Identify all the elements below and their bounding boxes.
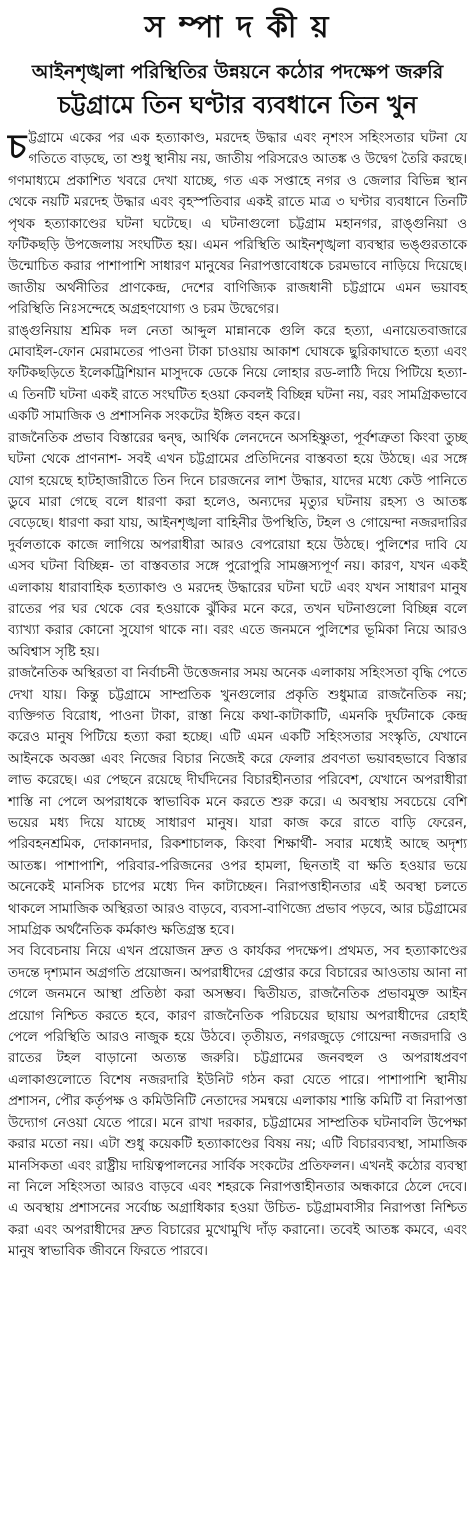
article-headline: চট্টগ্রামে তিন ঘণ্টার ব্যবধানে তিন খুন <box>57 91 418 119</box>
paragraph-1-text: ট্টগ্রামে একের পর এক হত্যাকাণ্ড, মরদেহ উদ্ধার এবং নৃশংস সহিংসতার ঘটনা যে গতিতে বাড়ছে, তা শুধু স্থানীয় নয়, জাতীয় পরিসরেও আতঙ্ক ও উদ্বেগ তৈরি করছে। গণমাধ্যমে প্রকাশিত খবরে দেখা যাচ্ছে, গত এক সপ্তাহে নগর ও জেলার বিভিন্ন স্থান থেকে নয়টি মরদেহ উদ্ধার এবং বৃহস্পতিবার একই রাতে মাত্র ৩ ঘণ্টার ব্যবধানে তিনটি পৃথক হত্যাকাণ্ডের ঘটনা ঘটেছে। এ ঘটনাগুলো চট্টগ্রাম মহানগর, রাঙ্গুনিয়া ও ফটিকছড়ি উপজেলায় সংঘটিত হয়। এমন পরিস্থিতি আইনশৃঙ্খলা ব্যবস্থার ভঙ্গুরতাকে উন্মোচিত করার পাশাপাশি সাধারণ মানুষের নিরাপত্তাবোধকে চরমভাবে নাড়িয়ে দিয়েছে। জাতীয় অর্থনীতির প্রাণকেন্দ্র, দেশের বাণিজ্যিক রাজধানী চট্টগ্রামে এমন ভয়াবহ পরিস্থিতি নিঃসন্দেহে অগ্রহণযোগ্য ও চরম উদ্বেগের। <box>8 131 467 318</box>
paragraph-2: রাঙ্গুনিয়ায় শ্রমিক দল নেতা আব্দুল মান্নানকে গুলি করে হত্যা, এনায়েতবাজারে মোবাইল-ফোন মেরামতের পাওনা টাকা চাওয়ায় আকাশ ঘোষকে ছুরিকাঘাতে হত্যা এবং ফটিকছড়িতে ইলেকট্রিশিয়ান মাসুদকে ডেকে নিয়ে লোহার রড-লাঠি দিয়ে পিটিয়ে হত্যা- এ তিনটি ঘটনা একই রাতে সংঘটিত হওয়া কেবলই বিচ্ছিন্ন ঘটনা নয়, বরং সামগ্রিকভাবে একটি সামাজিক ও প্রশাসনিক সংকটের ইঙ্গিত বহন করে। <box>8 323 467 425</box>
paragraph-1 <box>8 128 467 321</box>
drop-cap: চ <box>8 127 27 167</box>
article-body <box>8 128 467 1263</box>
paragraph-3: রাজনৈতিক প্রভাব বিস্তারের দ্বন্দ্ব, আর্থিক লেনদেনে অসহিষ্ণুতা, পূর্বশত্রুতা কিংবা তুচ্ছ ঘটনা থেকে প্রাণনাশ- সবই এখন চট্টগ্রামের প্রতিদিনের বাস্তবতা হয়ে উঠছে। এর সঙ্গে যোগ হয়েছে হাটহাজারীতে তিন দিনে চারজনের লাশ উদ্ধার, যাদের মধ্যে কেউ পানিতে ডুবে মারা গেছে বলে ধারণা করা হলেও, অন্যদের মৃত্যুর ঘটনায় রহস্য ও আতঙ্ক বেড়েছে। ধারণা করা যায়, আইনশৃঙ্খলা বাহিনীর উপস্থিতি, টহল ও গোয়েন্দা নজরদারির দুর্বলতাকে কাজে লাগিয়ে অপরাধীরা আরও বেপরোয়া হয়ে উঠছে। পুলিশের দাবি যে এসব ঘটনা বিচ্ছিন্ন- তা বাস্তবতার সঙ্গে পুরোপুরি সামঞ্জস্যপূর্ণ নয়। কারণ, যখন একই এলাকায় ধারাবাহিক হত্যাকাণ্ড ও মরদেহ উদ্ধারের ঘটনা ঘটে এবং যখন সাধারণ মানুষ রাতের পর ঘর থেকে বের হওয়াকে ঝুঁকির মনে করে, তখন ঘটনাগুলো বিচ্ছিন্ন বলে ব্যাখ্যা করার কোনো সুযোগ থাকে না। বরং এতে জনমনে পুলিশের ভূমিকা নিয়ে আরও অবিশ্বাস সৃষ্টি হয়। <box>8 430 467 660</box>
paragraph-5: সব বিবেচনায় নিয়ে এখন প্রয়োজন দ্রুত ও কার্যকর পদক্ষেপ। প্রথমত, সব হত্যাকাণ্ডের তদন্তে দৃশ্যমান অগ্রগতি প্রয়োজন। অপরাধীদের গ্রেপ্তার করে বিচারের আওতায় আনা না গেলে জনমনে আস্থা প্রতিষ্ঠা করা অসম্ভব। দ্বিতীয়ত, রাজনৈতিক প্রভাবমুক্ত আইন প্রয়োগ নিশ্চিত করতে হবে, কারণ রাজনৈতিক পরিচয়ের ছায়ায় অপরাধীদের রেহাই পেলে পরিস্থিতি আরও নাজুক হয়ে উঠবে। তৃতীয়ত, নগরজুড়ে গোয়েন্দা নজরদারি ও রাতের টহল বাড়ানো অত্যন্ত জরুরি। চট্টগ্রামের জনবহুল ও অপরাধপ্রবণ এলাকাগুলোতে বিশেষ নজরদারি ইউনিট গঠন করা যেতে পারে। পাশাপাশি স্থানীয় প্রশাসন, পৌর কর্তৃপক্ষ ও কমিউনিটি নেতাদের সমন্বয়ে এলাকায় শান্তি কমিটি বা নিরাপত্তা উদ্যোগ নেওয়া যেতে পারে। মনে রাখা দরকার, চট্টগ্রামের সাম্প্রতিক ঘটনাবলি উপেক্ষা করার মতো নয়। এটা শুধু কয়েকটি হত্যাকাণ্ডের বিষয় নয়; এটি বিচারব্যবস্থা, সামাজিক মানসিকতা এবং রাষ্ট্রীয় দায়িত্বপালনের সার্বিক সংকটের প্রতিফলন। এখনই কঠোর ব্যবস্থা না নিলে সহিংসতা আরও বাড়বে এবং শহরকে নিরাপত্তাহীনতার অন্ধকারে ঠেলে দেবে। এ অবস্থায় প্রশাসনের সর্বোচ্চ অগ্রাধিকার হওয়া উচিত- চট্টগ্রামবাসীর নিরাপত্তা নিশ্চিত করা এবং অপরাধীদের দ্রুত বিচারের মুখোমুখি দাঁড় করানো। তবেই আতঙ্ক কমবে, এবং মানুষ স্বাভাবিক জীবনে ফিরতে পারবে। <box>8 944 467 1260</box>
paragraph-4: রাজনৈতিক অস্থিরতা বা নির্বাচনী উত্তেজনার সময় অনেক এলাকায় সহিংসতা বৃদ্ধি পেতে দেখা যায়। কিন্তু চট্টগ্রামে সাম্প্রতিক খুনগুলোর প্রকৃতি শুধুমাত্র রাজনৈতিক নয়; ব্যক্তিগত বিরোধ, পাওনা টাকা, রাস্তা নিয়ে কথা-কাটাকাটি, এমনকি দুর্ঘটনাকে কেন্দ্র করেও মানুষ পিটিয়ে হত্যা করা হচ্ছে। এটি এমন একটি সহিংসতার সংস্কৃতি, যেখানে আইনকে অবজ্ঞা এবং নিজের বিচার নিজেই করে ফেলার প্রবণতা ভয়াবহভাবে বিস্তার লাভ করেছে। এর পেছনে রয়েছে দীর্ঘদিনের বিচারহীনতার পরিবেশ, যেখানে অপরাধীরা শাস্তি না পেলে অপরাধকে স্বাভাবিক মনে করতে শুরু করে। এ অবস্থায় সবচেয়ে বেশি ভয়ের মধ্য দিয়ে যাচ্ছে সাধারণ মানুষ। যারা কাজ করে রাতে বাড়ি ফেরেন, পরিবহনশ্রমিক, দোকানদার, রিকশাচালক, কিংবা শিক্ষার্থী- সবার মধ্যেই আছে অদৃশ্য আতঙ্ক। পাশাপাশি, পরিবার-পরিজনের ওপর হামলা, ছিনতাই বা ক্ষতি হওয়ার ভয়ে অনেকেই মানসিক চাপের মধ্যে দিন কাটাচ্ছেন। নিরাপত্তাহীনতার এই অবস্থা চলতে থাকলে সামাজিক অস্থিরতা আরও বাড়বে, ব্যবসা-বাণিজ্যে প্রভাব পড়বে, আর চট্টগ্রামের সামগ্রিক অর্থনৈতিক কর্মকাণ্ড ক্ষতিগ্রস্ত হবে। <box>8 666 467 939</box>
section-title: স ম্পা দ কী য় <box>144 10 331 45</box>
article-subheadline: আইনশৃঙ্খলা পরিস্থিতির উন্নয়নে কঠোর পদক্ষেপ জরুরি <box>31 61 444 83</box>
